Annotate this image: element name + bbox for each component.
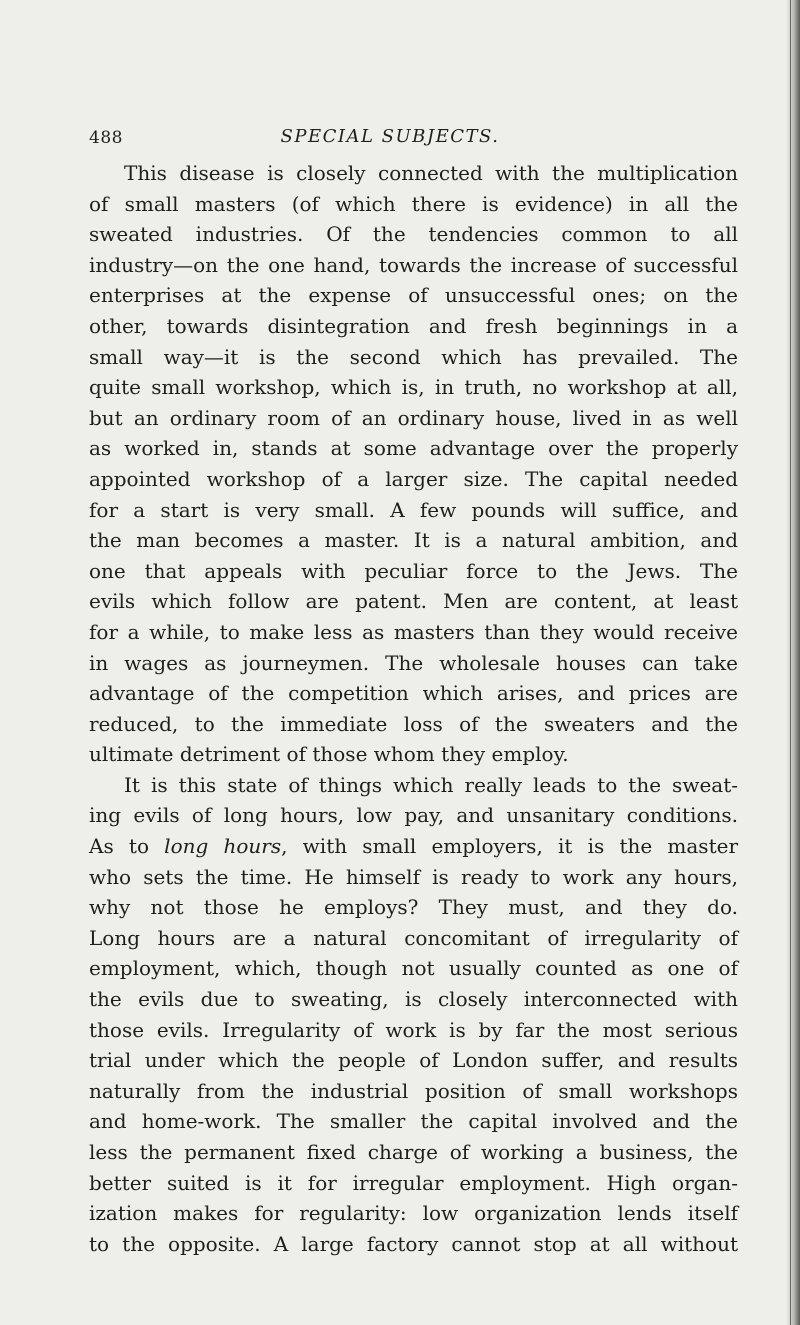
text-line: better suited is it for irregular employment. High organ-: [89, 1170, 738, 1195]
text-line: for a while, to make less as masters than they would receive: [89, 619, 738, 644]
text-line: of small masters (of which there is evidence) in all the: [89, 191, 738, 216]
text-line: in wages as journeymen. The wholesale houses can take: [89, 650, 738, 675]
text-line: [89, 831, 738, 862]
text-line: one that appeals with peculiar force to the Jews. The: [89, 558, 738, 583]
text-line: evils which follow are patent. Men are content, at least: [89, 589, 738, 614]
text-line: ultimate detriment of those whom they employ.: [89, 742, 569, 767]
page-edge-shadow: [786, 0, 800, 1325]
text-line: This disease is closely connected with the multiplication: [124, 161, 738, 185]
text-line: employment, which, though not usually counted as one of: [89, 956, 738, 981]
text-line: and home-work. The smaller the capital involved and the: [89, 1109, 738, 1134]
text-line: the man becomes a master. It is a natural ambition, and: [89, 528, 738, 553]
text-line: but an ordinary room of an ordinary house, lived in as well: [89, 405, 738, 430]
text-line: who sets the time. He himself is ready to work any hours,: [89, 864, 738, 889]
text-line: trial under which the people of London suffer, and results: [89, 1048, 738, 1073]
text-line: quite small workshop, which is, in truth, no workshop at all,: [89, 375, 738, 400]
text-line: to the opposite. A large factory cannot stop at all without: [89, 1231, 738, 1256]
text-line: It is this state of things which really leads to the sweat-: [124, 772, 738, 797]
text-fragment: As to: [89, 834, 165, 859]
text-line: the evils due to sweating, is closely interconnected with: [89, 987, 738, 1012]
text-line: advantage of the competition which arises, and prices are: [89, 681, 738, 706]
text-line: naturally from the industrial position of small workshops: [89, 1078, 738, 1103]
text-line: small way—it is the second which has prevailed. The: [89, 344, 738, 369]
text-line: other, towards disintegration and fresh beginnings in a: [89, 313, 738, 338]
page-edge-line: [790, 0, 791, 1325]
text-line: enterprises at the expense of unsuccessful ones; on the: [89, 283, 738, 308]
italic-phrase: long hours: [164, 834, 282, 859]
text-line: why not those he employs? They must, and they do.: [89, 895, 738, 920]
text-line: sweated industries. Of the tendencies common to all: [89, 222, 738, 247]
text-line: as worked in, stands at some advantage over the properly: [89, 436, 738, 461]
text-line: Long hours are a natural concomitant of irregularity of: [89, 925, 738, 950]
text-line: appointed workshop of a larger size. The capital needed: [89, 466, 738, 491]
running-title: SPECIAL SUBJECTS.: [280, 126, 500, 147]
text-line: industry—on the one hand, towards the increase of successful: [89, 252, 738, 277]
text-line: reduced, to the immediate loss of the sweaters and the: [89, 711, 738, 736]
text-fragment: , with small employers, it is the master: [281, 834, 739, 859]
text-line: for a start is very small. A few pounds will suffice, and: [89, 497, 738, 522]
body-text: [89, 158, 738, 1259]
text-line: ization makes for regularity: low organization lends itself: [89, 1201, 738, 1226]
text-line: those evils. Irregularity of work is by far the most serious: [89, 1017, 738, 1042]
page-number: 488: [89, 128, 123, 148]
text-line: ing evils of long hours, low pay, and unsanitary conditions.: [89, 803, 738, 828]
text-line: less the permanent fixed charge of working a business, the: [89, 1140, 738, 1164]
